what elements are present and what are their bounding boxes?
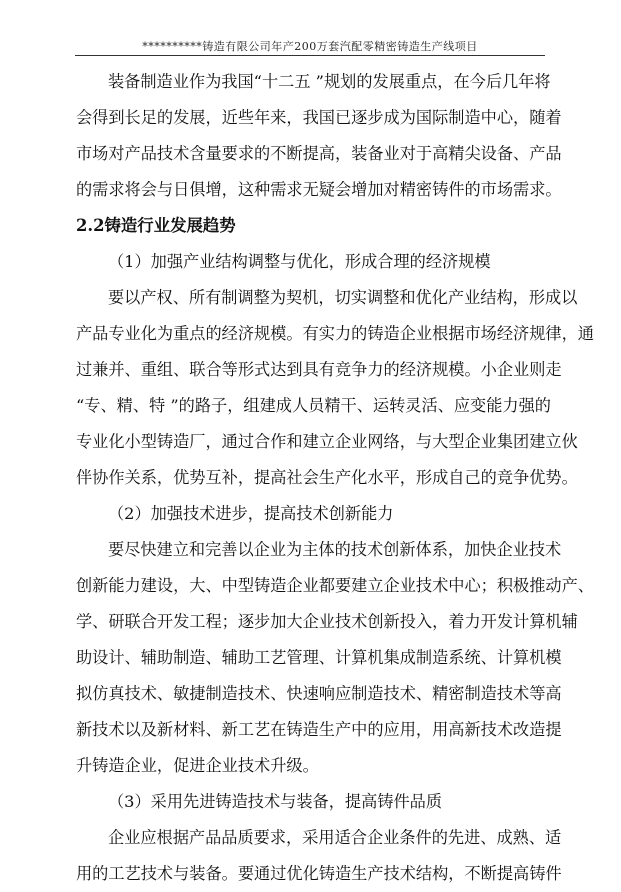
running-header: **********铸造有限公司年产200万套汽配零精密铸造生产线项目 — [142, 40, 478, 53]
section-heading: 2.2铸造行业发展趋势 — [76, 216, 236, 235]
paragraph-line: 创新能力建设，大、中型铸造企业都要建立企业技术中心；积极推动产、 — [76, 576, 594, 595]
paragraph-line: 产品专业化为重点的经济规模。有实力的铸造企业根据市场经济规律，通 — [76, 324, 594, 343]
paragraph-line: 企业应根据产品品质要求，采用适合企业条件的先进、成熟、适 — [108, 828, 562, 847]
subsection-heading: （1）加强产业结构调整与优化，形成合理的经济规模 — [108, 252, 491, 271]
paragraph-line: 要尽快建立和完善以企业为主体的技术创新体系，加快企业技术 — [108, 540, 562, 559]
paragraph-line: 助设计、辅助制造、辅助工艺管理、计算机集成制造系统、计算机模 — [76, 648, 562, 667]
paragraph-line: 升铸造企业，促进企业技术升级。 — [76, 756, 319, 775]
subsection-heading: （3）采用先进铸造技术与装备，提高铸件品质 — [108, 792, 443, 811]
subsection-heading: （2）加强技术进步，提高技术创新能力 — [108, 504, 394, 523]
paragraph-line: 新技术以及新材料、新工艺在铸造生产中的应用，用高新技术改造提 — [76, 720, 562, 739]
paragraph-line: 要以产权、所有制调整为契机，切实调整和优化产业结构，形成以 — [108, 288, 578, 307]
paragraph-line: 的需求将会与日俱增，这种需求无疑会增加对精密铸件的市场需求。 — [76, 180, 562, 199]
header-rule — [75, 55, 545, 56]
paragraph-line: 会得到长足的发展，近些年来，我国已逐步成为国际制造中心，随着 — [76, 108, 562, 127]
paragraph-line: 伴协作关系，优势互补，提高社会生产化水平，形成自己的竞争优势。 — [76, 468, 578, 487]
paragraph-line: 市场对产品技术含量要求的不断提高，装备业对于高精尖设备、产品 — [76, 144, 562, 163]
paragraph-line: 专业化小型铸造厂，通过合作和建立企业网络，与大型企业集团建立伙 — [76, 432, 578, 451]
paragraph-line: 过兼并、重组、联合等形式达到具有竞争力的经济规模。小企业则走 — [76, 360, 562, 379]
paragraph-line: 拟仿真技术、敏捷制造技术、快速响应制造技术、精密制造技术等高 — [76, 684, 562, 703]
document-body — [76, 64, 594, 892]
paragraph-line: 用的工艺技术与装备。要通过优化铸造生产技术结构，不断提高铸件 — [76, 864, 562, 883]
paragraph-line: 学、研联合开发工程；逐步加大企业技术创新投入，着力开发计算机辅 — [76, 612, 578, 631]
paragraph-line: “专、精、特 ”的路子，组建成人员精干、运转灵活、应变能力强的 — [76, 396, 551, 415]
paragraph-line: 装备制造业作为我国“十二五 ”规划的发展重点，在今后几年将 — [108, 72, 551, 91]
